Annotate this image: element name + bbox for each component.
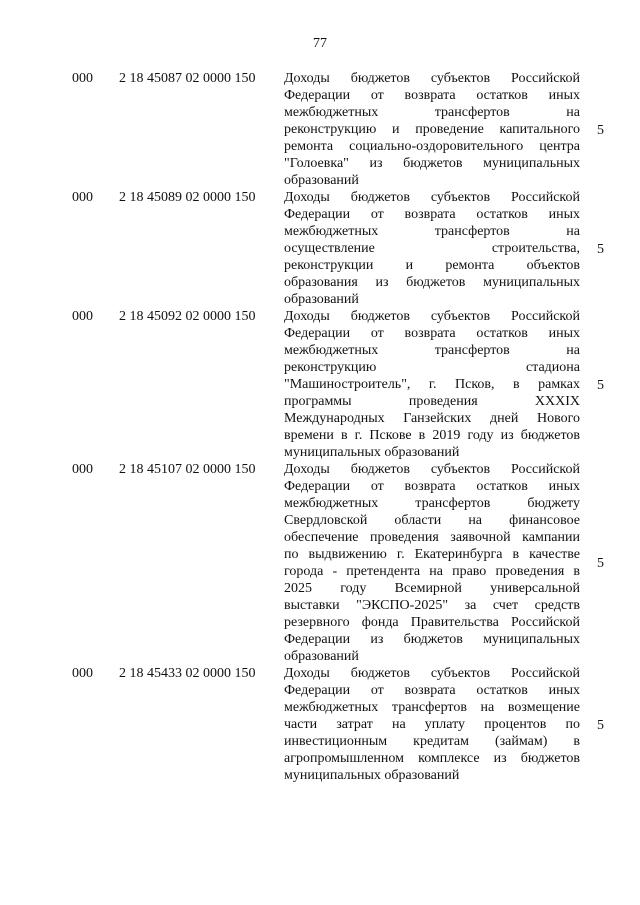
description-line: реконструкции и ремонта объектов [284, 258, 580, 273]
description-line: Доходы бюджетов субъектов Российской [284, 462, 580, 477]
description-line: части затрат на уплату процентов по [284, 717, 580, 732]
income-code: 2 18 45433 02 0000 150 [119, 666, 256, 681]
distribution-norm: 5 [597, 123, 604, 138]
description-line: города - претендента на право проведения в [284, 564, 580, 579]
description-line: образования из бюджетов муниципальных [284, 275, 580, 290]
income-description [284, 665, 580, 784]
table-row [0, 70, 640, 189]
admin-code: 000 [72, 462, 93, 477]
description-line: времени в г. Пскове в 2019 году из бюджетов [284, 428, 580, 443]
description-line: по выдвижению г. Екатеринбурга в качестве [284, 547, 580, 562]
description-line: "Машиностроитель", г. Псков, в рамках [284, 377, 580, 392]
distribution-norm: 5 [597, 242, 604, 257]
description-line: выставки "ЭКСПО-2025" за счет средств [284, 598, 580, 613]
description-line: Федерации от возврата остатков иных [284, 683, 580, 698]
description-line: обеспечение проведения заявочной кампании [284, 530, 580, 545]
description-line: муниципальных образований [284, 445, 460, 460]
description-line: Федерации от возврата остатков иных [284, 479, 580, 494]
description-line: Международных Ганзейских дней Нового [284, 411, 580, 426]
table-row [0, 189, 640, 308]
table-row [0, 665, 640, 784]
description-line: Федерации от возврата остатков иных [284, 207, 580, 222]
description-line: образований [284, 292, 359, 307]
description-line: агропромышленном комплексе из бюджетов [284, 751, 580, 766]
income-description [284, 461, 580, 665]
description-line: 2025 году Всемирной универсальной [284, 581, 580, 596]
description-line: осуществление строительства, [284, 241, 580, 256]
description-line: инвестиционным кредитам (займам) в [284, 734, 580, 749]
admin-code: 000 [72, 309, 93, 324]
description-line: Доходы бюджетов субъектов Российской [284, 71, 580, 86]
description-line: "Голоевка" из бюджетов муниципальных [284, 156, 580, 171]
distribution-norm: 5 [597, 378, 604, 393]
income-code: 2 18 45092 02 0000 150 [119, 309, 256, 324]
income-code: 2 18 45107 02 0000 150 [119, 462, 256, 477]
distribution-norm: 5 [597, 718, 604, 733]
description-line: Федерации от возврата остатков иных [284, 326, 580, 341]
income-description [284, 308, 580, 461]
description-line: Федерации от возврата остатков иных [284, 88, 580, 103]
description-line: Доходы бюджетов субъектов Российской [284, 190, 580, 205]
description-line: Доходы бюджетов субъектов Российской [284, 309, 580, 324]
budget-code-table [0, 70, 640, 784]
description-line: реконструкцию и проведение капитального [284, 122, 580, 137]
description-line: образований [284, 173, 359, 188]
description-line: Свердловской области на финансовое [284, 513, 580, 528]
description-line: резервного фонда Правительства Российской [284, 615, 580, 630]
description-line: межбюджетных трансфертов на возмещение [284, 700, 580, 715]
admin-code: 000 [72, 71, 93, 86]
page-number: 77 [313, 36, 327, 51]
income-description [284, 189, 580, 308]
income-description [284, 70, 580, 189]
income-code: 2 18 45089 02 0000 150 [119, 190, 256, 205]
description-line: муниципальных образований [284, 768, 460, 783]
distribution-norm: 5 [597, 556, 604, 571]
table-row [0, 461, 640, 665]
income-code: 2 18 45087 02 0000 150 [119, 71, 256, 86]
description-line: межбюджетных трансфертов на [284, 224, 580, 239]
description-line: межбюджетных трансфертов бюджету [284, 496, 580, 511]
description-line: программы проведения XXXIX [284, 394, 580, 409]
admin-code: 000 [72, 666, 93, 681]
description-line: ремонта социально-оздоровительного центра [284, 139, 580, 154]
description-line: межбюджетных трансфертов на [284, 105, 580, 120]
description-line: межбюджетных трансфертов на [284, 343, 580, 358]
admin-code: 000 [72, 190, 93, 205]
description-line: образований [284, 649, 359, 664]
description-line: реконструкцию стадиона [284, 360, 580, 375]
description-line: Доходы бюджетов субъектов Российской [284, 666, 580, 681]
table-row [0, 308, 640, 461]
description-line: Федерации из бюджетов муниципальных [284, 632, 580, 647]
